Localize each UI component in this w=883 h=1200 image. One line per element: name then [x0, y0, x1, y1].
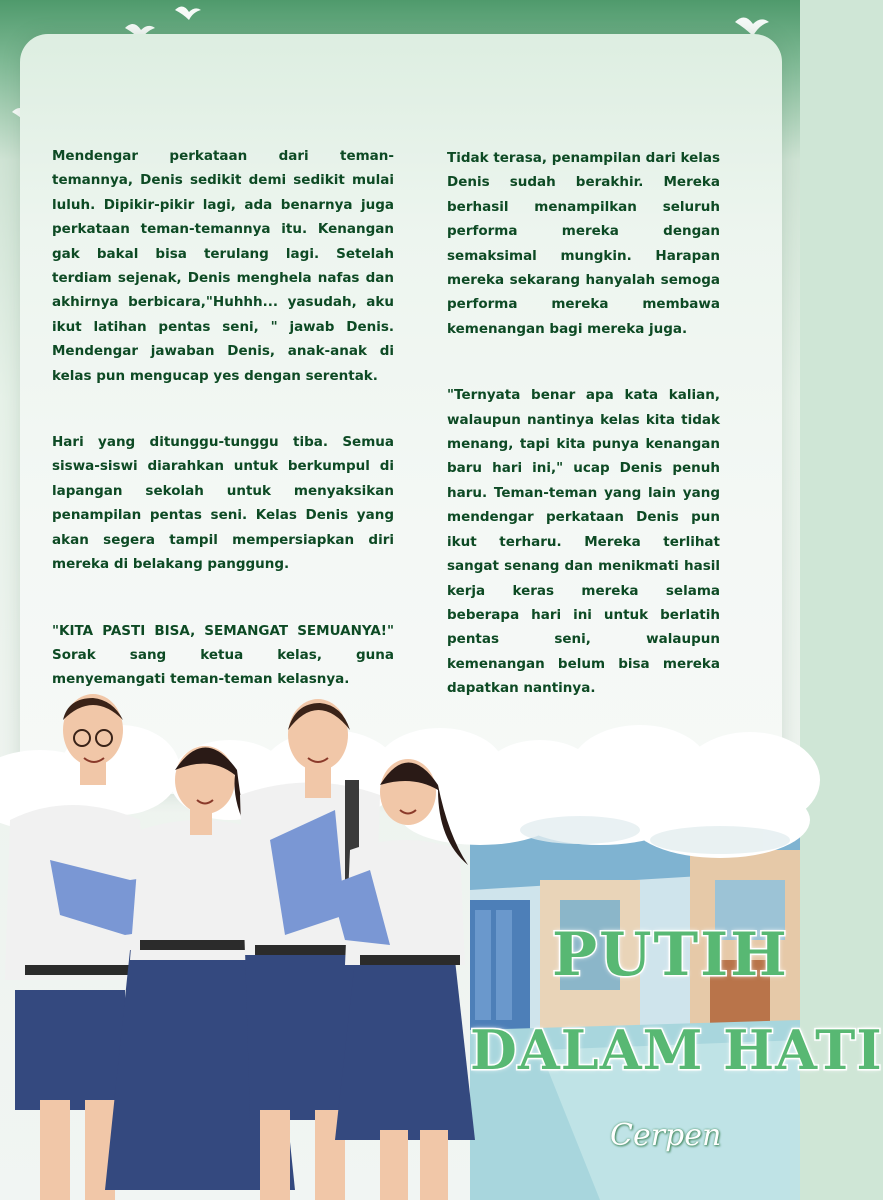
story-column-left — [52, 144, 394, 734]
title-block — [462, 900, 883, 1180]
paragraph-4: Tidak terasa, penampilan dari kelas Denis sudah berakhir. Mereka berhasil menampilkan seluruh performa mereka dengan semaksimal mungkin. Harapan mereka sekarang hanyalah semoga performa mereka membawa kemenangan bagi mereka juga. — [447, 150, 720, 337]
title-line-1: PUTIH — [552, 920, 789, 990]
paragraph-5: "Ternyata benar apa kata kalian, walaupun nantinya kelas kita tidak menang, tapi kita punya kenangan baru hari ini," ucap Denis penuh haru. Teman-teman yang lain yang mendengar perkataan Denis pun ikut terharu. Mereka terlihat sangat senang dan menikmati hasil kerja keras mereka selama beberapa hari ini untuk berlatih pentas seni, walaupun kemenangan belum bisa mereka dapatkan nantinya. — [447, 387, 720, 697]
paragraph-1: Mendengar perkataan dari teman-temannya, Denis sedikit demi sedikit mulai luluh. Dipikir-pikir lagi, ada benarnya juga perkataan teman-temannya itu. Kenangan gak bakal bisa terulang lagi. Setelah terdiam sejenak, Denis menghela nafas dan akhirnya berbicara,"Huhhh... yasudah, aku ikut latihan pentas seni, " jawab Denis. Mendengar jawaban Denis, anak-anak di kelas pun mengucap yes dengan serentak. — [52, 148, 394, 384]
paragraph-3: "KITA PASTI BISA, SEMANGAT SEMUANYA!" Sorak sang ketua kelas, guna menyemangati teman-teman kelasnya. — [52, 622, 394, 688]
title-line-2: DALAM HATI — [470, 1018, 883, 1082]
story-column-right — [447, 146, 720, 743]
subtitle: Cerpen — [610, 1118, 722, 1153]
paragraph-2: Hari yang ditunggu-tunggu tiba. Semua siswa-siswi diarahkan untuk berkumpul di lapangan sekolah untuk menyaksikan penampilan pentas seni. Kelas Denis yang akan segera tampil mempersiapkan diri mereka di belakang panggung. — [52, 434, 394, 573]
